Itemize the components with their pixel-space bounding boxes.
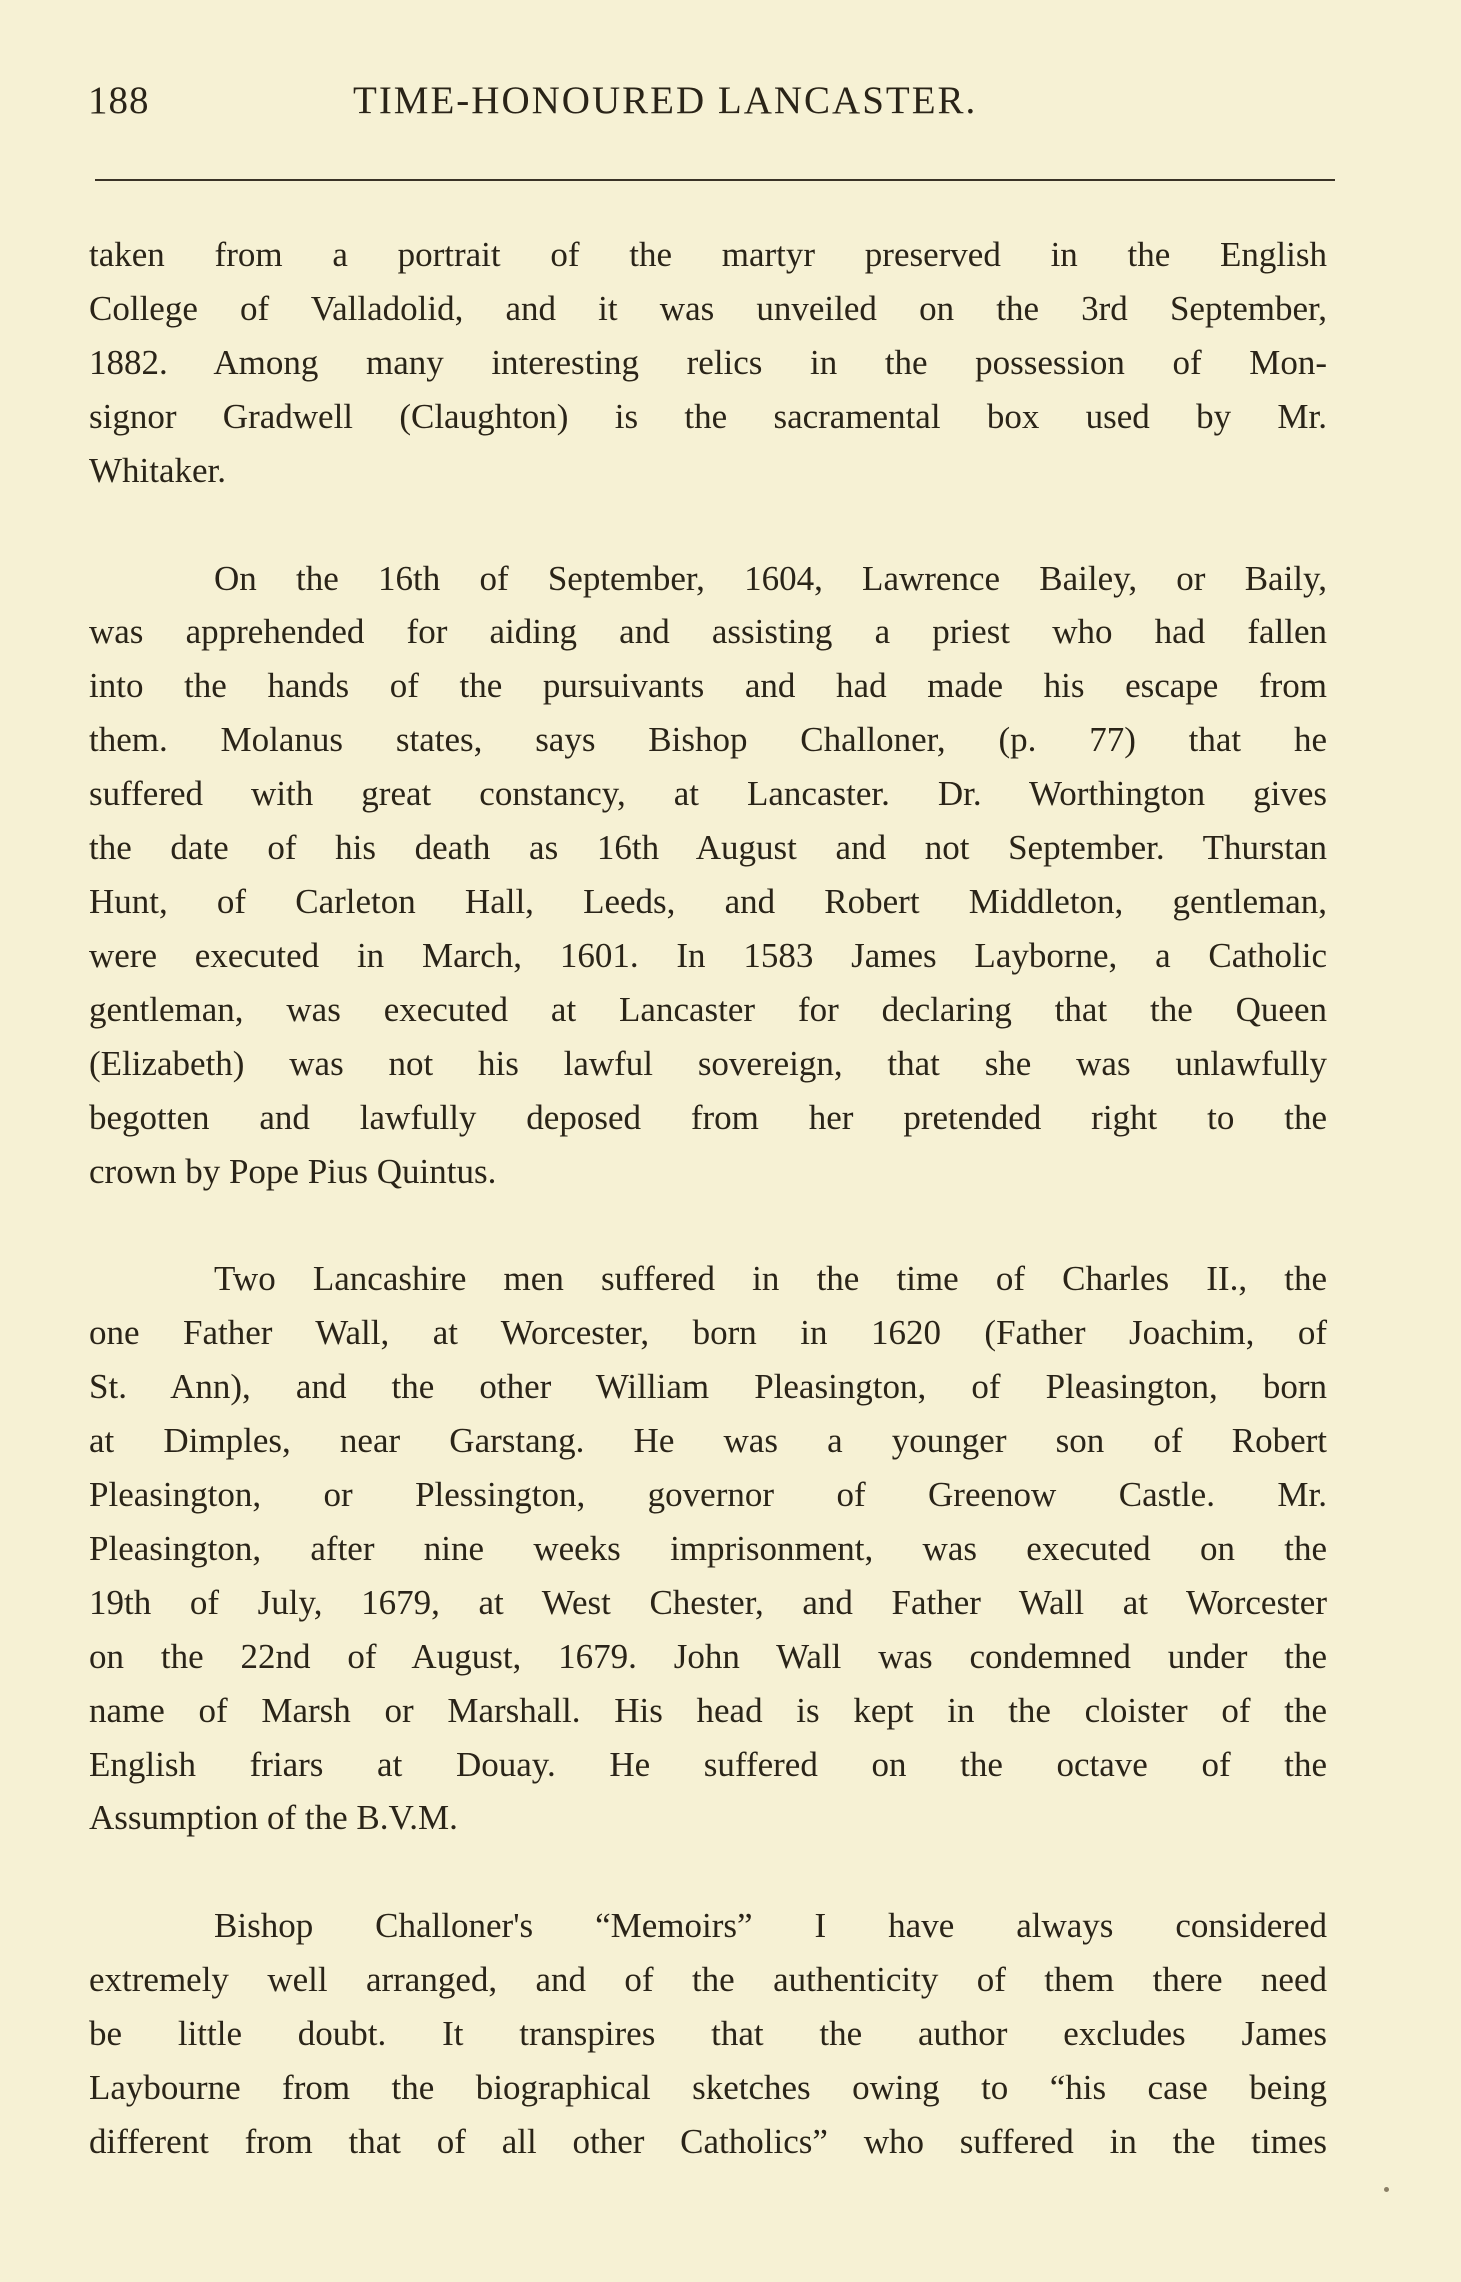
text-line: Hunt, of Carleton Hall, Leeds, and Robert Middleton, gentleman, (89, 881, 1327, 921)
text-line: Laybourne from the biographical sketches owing to “his case being (89, 2068, 1327, 2108)
paragraph-3 (89, 1252, 1327, 1845)
text-line: were executed in March, 1601. In 1583 James Layborne, a Catholic (89, 935, 1327, 975)
header-rule (95, 179, 1335, 181)
text-line: at Dimples, near Garstang. He was a younger son of Robert (89, 1421, 1327, 1461)
text-line: signor Gradwell (Claughton) is the sacramental box used by Mr. (89, 396, 1327, 436)
text-line: different from that of all other Catholics” who suffered in the times (89, 2122, 1327, 2161)
paper-speck (1384, 2187, 1389, 2192)
paragraph-1 (89, 228, 1327, 498)
text-line: 1882. Among many interesting relics in the possession of Mon- (89, 342, 1327, 382)
paragraph-4 (89, 1899, 1327, 2169)
page-number: 188 (88, 79, 150, 122)
text-line: suffered with great constancy, at Lancaster. Dr. Worthington gives (89, 774, 1327, 814)
text-line: Bishop Challoner's “Memoirs” I have always considered (214, 1906, 1327, 1946)
text-line: College of Valladolid, and it was unveiled on the 3rd September, (89, 288, 1327, 328)
body-text (89, 228, 1327, 2169)
text-line: crown by Pope Pius Quintus. (89, 1151, 497, 1191)
text-line: Assumption of the B.V.M. (89, 1798, 458, 1838)
text-line: begotten and lawfully deposed from her pretended right to the (89, 1097, 1327, 1137)
text-line: Pleasington, after nine weeks imprisonment, was executed on the (89, 1528, 1327, 1568)
text-line: extremely well arranged, and of the authenticity of them there need (89, 1960, 1327, 2000)
running-header (88, 78, 1333, 128)
text-line: name of Marsh or Marshall. His head is kept in the cloister of the (89, 1690, 1327, 1730)
text-line: the date of his death as 16th August and not September. Thurstan (89, 828, 1327, 868)
paragraph-gap (89, 1845, 1327, 1899)
text-line: Two Lancashire men suffered in the time of Charles II., the (214, 1259, 1327, 1299)
text-line: into the hands of the pursuivants and had made his escape from (89, 666, 1327, 706)
text-line: gentleman, was executed at Lancaster for declaring that the Queen (89, 989, 1327, 1029)
text-line: them. Molanus states, says Bishop Challoner, (p. 77) that he (89, 720, 1327, 760)
paragraph-gap (89, 1198, 1327, 1252)
running-title: TIME-HONOURED LANCASTER. (353, 79, 978, 122)
text-line: one Father Wall, at Worcester, born in 1620 (Father Joachim, of (89, 1313, 1327, 1353)
text-line: was apprehended for aiding and assisting a priest who had fallen (89, 612, 1327, 652)
text-line: Pleasington, or Plessington, governor of Greenow Castle. Mr. (89, 1475, 1327, 1515)
text-line: taken from a portrait of the martyr preserved in the English (89, 235, 1327, 274)
text-line: (Elizabeth) was not his lawful sovereign, that she was unlawfully (89, 1043, 1327, 1083)
paragraph-gap (89, 498, 1327, 552)
text-line: on the 22nd of August, 1679. John Wall was condemned under the (89, 1636, 1327, 1676)
text-line: St. Ann), and the other William Pleasington, of Pleasington, born (89, 1367, 1327, 1407)
text-line: On the 16th of September, 1604, Lawrence Bailey, or Baily, (214, 558, 1327, 598)
text-line: English friars at Douay. He suffered on the octave of the (89, 1744, 1327, 1784)
text-line: be little doubt. It transpires that the author excludes James (89, 2014, 1327, 2054)
text-line: Whitaker. (89, 450, 227, 490)
text-line: 19th of July, 1679, at West Chester, and Father Wall at Worcester (89, 1582, 1327, 1622)
paragraph-2 (89, 552, 1327, 1199)
